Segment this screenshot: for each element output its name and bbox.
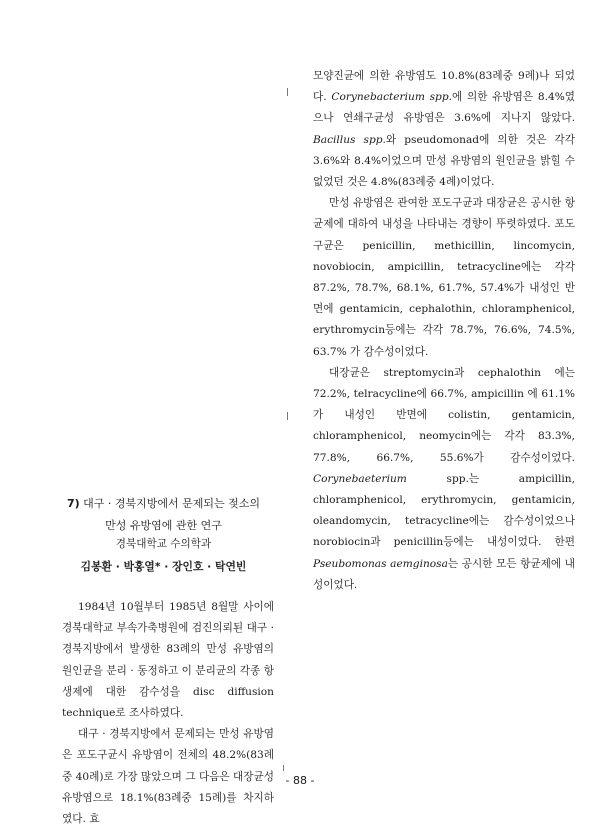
article-heading bbox=[56, 493, 271, 537]
right-column bbox=[313, 66, 575, 596]
heading-line-2: 만성 유방염에 관한 연구 bbox=[105, 519, 222, 532]
paragraph: 1984년 10월부터 1985년 8월말 사이에 경북대학교 부속가축병원에 검진의뢰된 대구 · 경북지방에서 발생한 83례의 만성 유방염의 원인균을 분리 · 동정하고 이 분리균의 각종 항생제에 대한 감수성을 disc diffusion technique로 조사하였다. bbox=[62, 601, 274, 720]
scan-mark bbox=[287, 88, 288, 96]
article-number: 7) bbox=[66, 497, 80, 510]
paragraph: 모양진균에 의한 유방염도 10.8%(83례중 9례)나 되었다. Corynebacterium spp.에 의한 유방염은 8.4%였으나 연쇄구균성 유방염은 3.6%에 지나지 않았다. Bacillus spp.와 pseudomonad에 의한 것은 각각 3.6%와 8.4%이었으며 만성 유방염의 원인균을 밝힐 수 없었던 것은 4.8%(83례중 4례)이었다. bbox=[313, 70, 576, 189]
page-number: - 88 - bbox=[285, 774, 315, 787]
affiliation: 경북대학교 수의학과 bbox=[115, 538, 212, 550]
paragraph: 만성 유방염은 관여한 포도구균과 대장균은 공시한 항균제에 대하여 내성을 나타내는 경향이 뚜렷하였다. 포도구균은 penicillin, methicillin, lincomycin, novobiocin, ampicillin, tetracycline에는 각각 87.2%, 78.7%, 68.1%, 61.7%, 57.4%가 내성인 반면에 gentamicin, cephalothin, chloramphenicol, erythromycin등에는 각각 78.7%, 76.6%, 74.5%, 63.7% 가 감수성이었다. bbox=[313, 197, 575, 358]
left-column bbox=[62, 597, 274, 830]
scan-mark bbox=[283, 765, 284, 771]
paragraph: 대구 · 경북지방에서 문제되는 만성 유방염은 포도구균시 유방염이 전체의 48.2%(83례중 40례)로 가장 많았으며 그 다음은 대장균성 유방염으로 18.1%(83례중 15례)를 차지하였다. 효 bbox=[62, 728, 274, 826]
heading-line-1: 7) 대구 · 경북지방에서 문제되는 젖소의 bbox=[66, 497, 261, 510]
paragraph: 대장균은 streptomycin과 cephalothin 에는 72.2%, telracycline에 66.7%, ampicillin 에 61.1%가 내성인 반면에 colistin, gentamicin, chloramphenicol, neomycin에는 각각 83.3%, 77.8%, 66.7%, 55.6%가 감수성이었다. Corynebaeterium spp.는 ampicillin, chloramphenicol, erythromycin, gentamicin, oleandomycin, tetracycline에는 감수성이었으나 norobiocin과 penicillin등에는 내성이었다. 한편 Pseubomonas aemginosa는 공시한 모든 항균제에 내성이었다. bbox=[313, 366, 575, 591]
scan-mark bbox=[287, 412, 288, 420]
authors: 김봉환 · 박홍열* · 장인호 · 탁연빈 bbox=[80, 560, 247, 573]
